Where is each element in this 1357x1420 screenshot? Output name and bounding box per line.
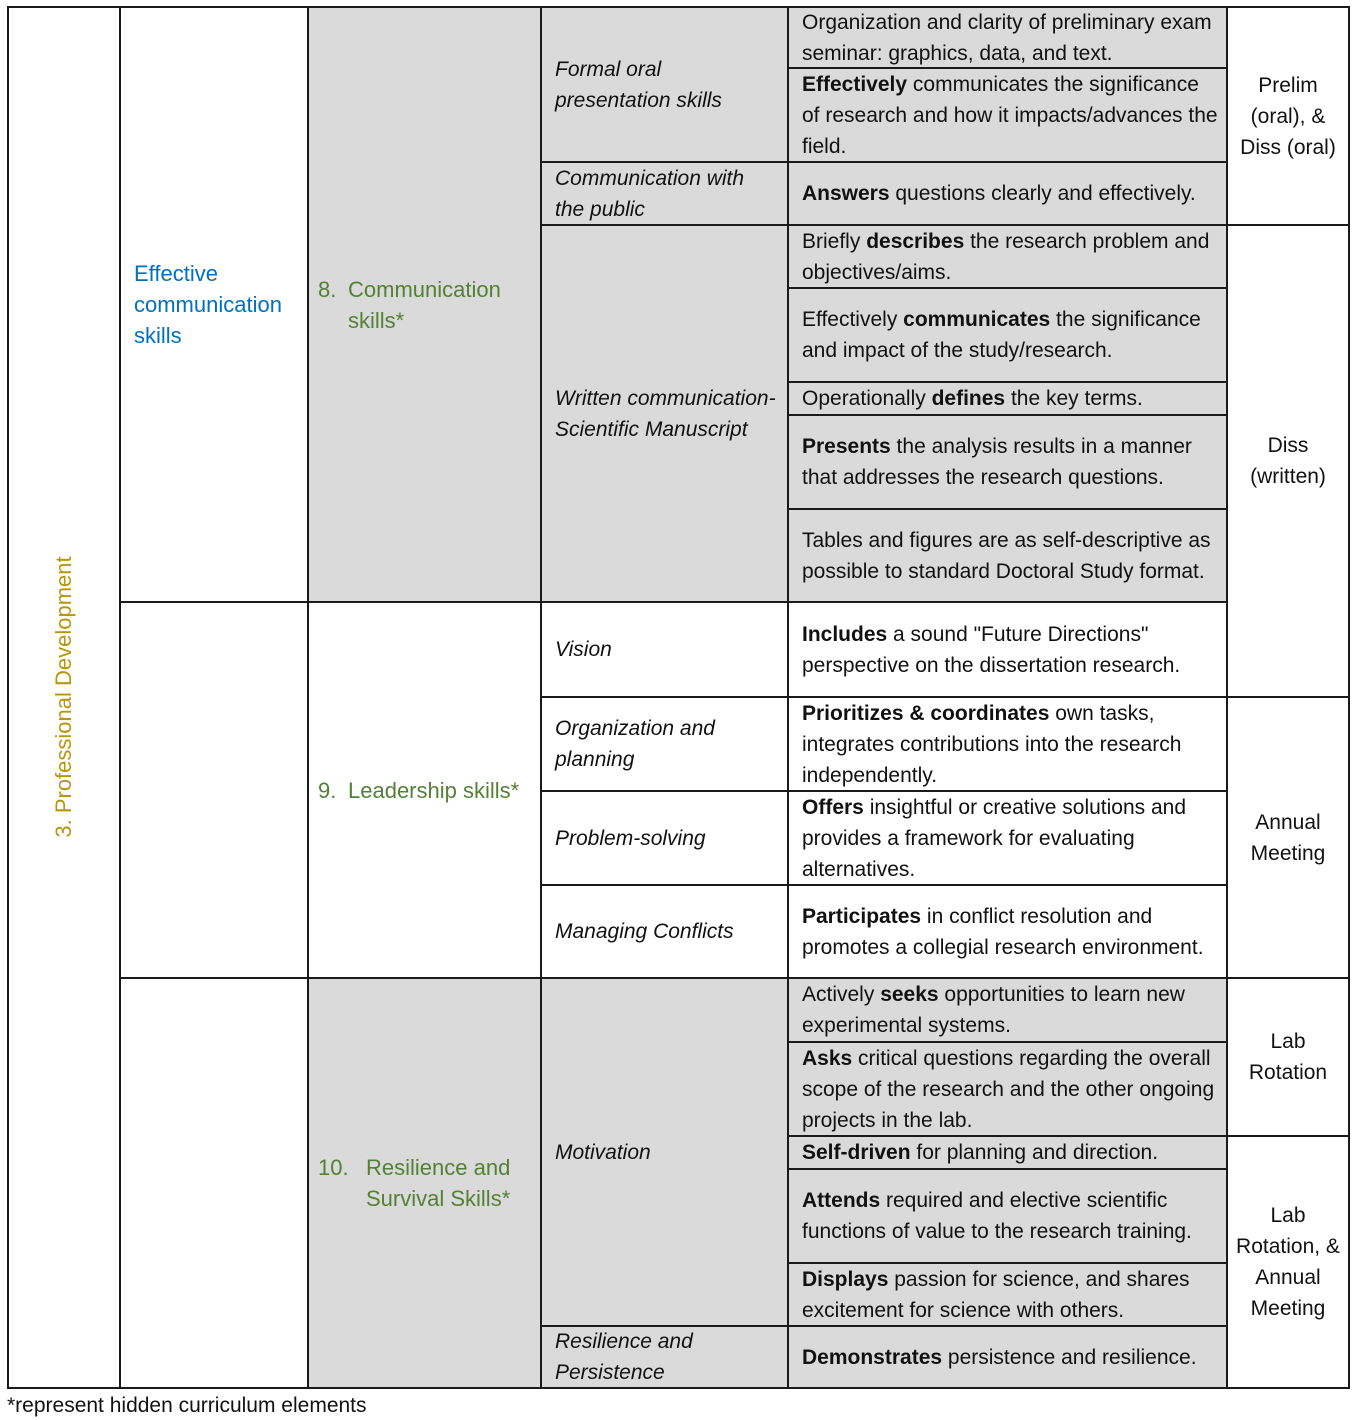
- domain-leadership: [120, 602, 308, 978]
- grid-line: [787, 1135, 1350, 1137]
- grid-line: [119, 601, 1227, 603]
- grid-line: [540, 224, 1350, 226]
- grid-line: [787, 287, 1227, 289]
- footnote: *represent hidden curriculum elements: [7, 1394, 367, 1417]
- criterion-row: Attends required and elective scientific functions of value to the research training.: [788, 1169, 1227, 1263]
- grid-line: [7, 6, 1350, 8]
- criterion-row: Briefly describes the research problem and objectives/aims.: [788, 225, 1227, 288]
- criterion-row: Self-driven for planning and direction.: [788, 1136, 1227, 1169]
- criterion-row: Actively seeks opportunities to learn new experimental systems.: [788, 978, 1227, 1042]
- sub-resilience: Resilience and Persistence: [541, 1326, 788, 1388]
- assessment-lab-annual: Lab Rotation, & Annual Meeting: [1227, 1136, 1349, 1388]
- criterion-row: Effectively communicates the significance of research and how it impacts/advances the field.: [788, 68, 1227, 162]
- grid-line: [540, 696, 1350, 698]
- grid-line: [787, 508, 1227, 510]
- grid-line: [787, 1041, 1227, 1043]
- grid-line: [119, 6, 121, 1389]
- criterion-row: Effectively communicates the significance and impact of the study/research.: [788, 288, 1227, 382]
- competency-leadership: 9. Leadership skills*: [308, 602, 541, 978]
- criterion-row: Displays passion for science, and shares excitement for science with others.: [788, 1263, 1227, 1326]
- grid-line: [787, 1168, 1227, 1170]
- criterion-row: Prioritizes & coordinates own tasks, integrates contributions into the research independently.: [788, 697, 1227, 791]
- criterion-row: Presents the analysis results in a manner that addresses the research questions.: [788, 415, 1227, 509]
- grid-line: [540, 1325, 1227, 1327]
- grid-line: [307, 6, 309, 1389]
- criterion-row: Participates in conflict resolution and promotes a collegial research environment.: [788, 885, 1227, 978]
- competency-communication: 8. Communication skills*: [308, 7, 541, 602]
- assessment-prelim: Prelim (oral), & Diss (oral): [1227, 7, 1349, 225]
- grid-line: [787, 1262, 1227, 1264]
- grid-line: [787, 381, 1227, 383]
- assessment-annual: Annual Meeting: [1227, 697, 1349, 978]
- criterion-row: Offers insightful or creative solutions and provides a framework for evaluating alternatives.: [788, 791, 1227, 885]
- assessment-lab: Lab Rotation: [1227, 978, 1349, 1136]
- grid-line: [540, 790, 1227, 792]
- grid-line: [787, 414, 1227, 416]
- pillar-label: 3. Professional Development: [51, 556, 76, 838]
- sub-public: Communication with the public: [541, 162, 788, 225]
- criterion-row: Asks critical questions regarding the overall scope of the research and the other ongoing projects in the lab.: [788, 1042, 1227, 1136]
- domain-resilience: [120, 978, 308, 1388]
- assessment-diss-written: Diss (written): [1227, 225, 1349, 697]
- competency-resilience: 10. Resilience and Survival Skills*: [308, 978, 541, 1388]
- sub-oral: Formal oral presentation skills: [541, 7, 788, 162]
- grid-line: [787, 67, 1227, 69]
- criterion-row: Includes a sound "Future Directions" perspective on the dissertation research.: [788, 602, 1227, 697]
- grid-line: [540, 884, 1227, 886]
- sub-problem-solving: Problem-solving: [541, 791, 788, 885]
- criterion-row: Operationally defines the key terms.: [788, 382, 1227, 415]
- sub-conflicts: Managing Conflicts: [541, 885, 788, 978]
- sub-organization: Organization and planning: [541, 697, 788, 791]
- grid-line: [7, 6, 9, 1389]
- sub-written: Written communication-Scientific Manuscript: [541, 225, 788, 602]
- sub-motivation: Motivation: [541, 978, 788, 1326]
- criterion-row: Demonstrates persistence and resilience.: [788, 1326, 1227, 1388]
- criterion-row: Tables and figures are as self-descriptive as possible to standard Doctoral Study format.: [788, 509, 1227, 602]
- grid-line: [7, 1387, 1350, 1389]
- grid-line: [119, 977, 1350, 979]
- sub-vision: Vision: [541, 602, 788, 697]
- domain-communication: Effective communication skills: [120, 7, 308, 602]
- criterion-row: Answers questions clearly and effectively.: [788, 162, 1227, 225]
- grid-line: [540, 161, 1227, 163]
- criterion-row: Organization and clarity of preliminary exam seminar: graphics, data, and text.: [788, 7, 1227, 68]
